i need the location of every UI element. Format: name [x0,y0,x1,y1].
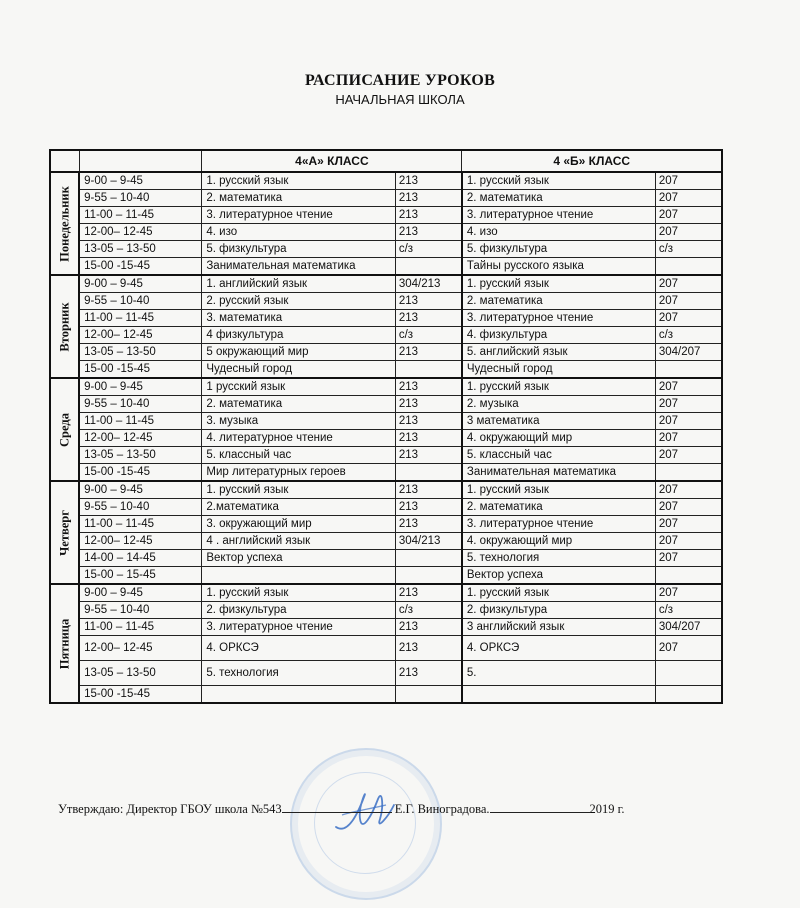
class-b-room: 207 [655,499,722,516]
table-row [50,293,722,310]
day-label: Понедельник [57,185,72,262]
day-cell [50,584,79,703]
class-b-room: 207 [655,430,722,447]
table-row [50,602,722,619]
class-a-room: 213 [395,378,462,396]
table-row [50,413,722,430]
time-cell: 13-05 – 13-50 [79,344,202,361]
time-cell: 12-00– 12-45 [79,327,202,344]
class-b-subject: 2. математика [462,293,655,310]
class-a-room: 213 [395,207,462,224]
class-a-room: 213 [395,413,462,430]
time-cell: 15-00 -15-45 [79,686,202,704]
class-a-room: 213 [395,481,462,499]
class-a-subject: 4. ОРКСЭ [202,636,395,661]
class-a-subject: Мир литературных героев [202,464,395,482]
table-row [50,464,722,482]
class-a-room [395,361,462,379]
class-b-subject: Чудесный город [462,361,655,379]
time-cell: 11-00 – 11-45 [79,619,202,636]
time-cell: 9-55 – 10-40 [79,499,202,516]
class-b-subject [462,686,655,704]
class-b-subject: 2. математика [462,499,655,516]
director-name: Е.Г. Виноградова. [394,802,490,816]
time-cell: 15-00 -15-45 [79,361,202,379]
time-cell: 12-00– 12-45 [79,636,202,661]
table-row [50,172,722,190]
class-b-room: 207 [655,584,722,602]
class-b-subject: 3 математика [462,413,655,430]
class-b-room: 207 [655,636,722,661]
class-a-room [395,567,462,585]
class-b-subject: Вектор успеха [462,567,655,585]
class-b-room: 207 [655,413,722,430]
day-label: Четверг [57,509,72,556]
table-row [50,310,722,327]
time-cell: 9-55 – 10-40 [79,293,202,310]
class-a-subject: 2. математика [202,190,395,207]
class-b-room: 207 [655,293,722,310]
class-a-subject: 1 русский язык [202,378,395,396]
time-cell: 15-00 -15-45 [79,464,202,482]
time-cell: 15-00 -15-45 [79,258,202,276]
class-a-subject: 5 окружающий мир [202,344,395,361]
table-row [50,224,722,241]
class-a-subject: 2. математика [202,396,395,413]
table-row [50,190,722,207]
class-b-room: 207 [655,190,722,207]
day-label: Пятница [57,618,72,669]
time-cell: 9-00 – 9-45 [79,584,202,602]
class-b-room: с/з [655,327,722,344]
class-b-subject: 5. английский язык [462,344,655,361]
table-row [50,619,722,636]
class-a-subject: Занимательная математика [202,258,395,276]
class-b-room [655,686,722,704]
class-a-subject: Чудесный город [202,361,395,379]
page-subtitle: НАЧАЛЬНАЯ ШКОЛА [335,92,465,107]
signature-line [282,800,392,813]
class-a-subject: 5. физкультура [202,241,395,258]
time-cell: 9-55 – 10-40 [79,602,202,619]
table-row [50,567,722,585]
table-row [50,327,722,344]
class-b-subject: 4. окружающий мир [462,430,655,447]
class-b-room: с/з [655,241,722,258]
header-time-cell [79,150,202,172]
class-a-room: с/з [395,602,462,619]
time-cell: 11-00 – 11-45 [79,516,202,533]
time-cell: 12-00– 12-45 [79,533,202,550]
year-text: 2019 г. [589,802,625,816]
class-a-room: 213 [395,293,462,310]
class-a-room: 213 [395,172,462,190]
page-title: РАСПИСАНИЕ УРОКОВ [304,72,496,89]
class-a-room: с/з [395,241,462,258]
class-a-room [395,550,462,567]
approval-footer [58,800,758,817]
header-day-cell [50,150,79,172]
table-row [50,396,722,413]
time-cell: 11-00 – 11-45 [79,310,202,327]
time-cell: 9-00 – 9-45 [79,481,202,499]
class-b-room: 207 [655,310,722,327]
class-b-room [655,661,722,686]
table-row [50,636,722,661]
table-row [50,241,722,258]
time-cell: 14-00 – 14-45 [79,550,202,567]
time-cell: 12-00– 12-45 [79,224,202,241]
class-b-subject: 4. изо [462,224,655,241]
table-row [50,584,722,602]
class-b-room: 207 [655,172,722,190]
class-a-room: с/з [395,327,462,344]
class-b-subject: Тайны русского языка [462,258,655,276]
class-a-room: 213 [395,636,462,661]
class-b-subject: 3 английский язык [462,619,655,636]
class-a-room: 213 [395,499,462,516]
time-cell: 12-00– 12-45 [79,430,202,447]
header-class-a: 4«А» КЛАСС [202,150,462,172]
class-b-subject: 4. окружающий мир [462,533,655,550]
class-a-room: 213 [395,396,462,413]
class-b-room: 207 [655,275,722,293]
class-a-subject: 4 физкультура [202,327,395,344]
class-b-subject: 5. [462,661,655,686]
table-row [50,550,722,567]
class-b-subject: 3. литературное чтение [462,207,655,224]
class-a-subject: 3. окружающий мир [202,516,395,533]
class-a-room: 213 [395,584,462,602]
class-a-room [395,686,462,704]
class-a-subject: 4. литературное чтение [202,430,395,447]
class-a-subject: 2.математика [202,499,395,516]
class-a-subject: 5. технология [202,661,395,686]
class-b-room [655,361,722,379]
class-a-subject [202,686,395,704]
class-b-room: 207 [655,481,722,499]
class-b-subject: 4. физкультура [462,327,655,344]
class-a-subject: 2. физкультура [202,602,395,619]
time-cell: 11-00 – 11-45 [79,207,202,224]
class-a-subject [202,567,395,585]
date-line [490,800,590,813]
class-a-subject: 1. русский язык [202,584,395,602]
class-a-subject: 1. русский язык [202,172,395,190]
class-a-subject: 2. русский язык [202,293,395,310]
table-row [50,361,722,379]
class-a-room: 213 [395,224,462,241]
class-b-room: 207 [655,516,722,533]
class-b-subject: 5. классный час [462,447,655,464]
time-cell: 9-00 – 9-45 [79,172,202,190]
table-row [50,258,722,276]
class-a-room: 213 [395,661,462,686]
class-b-subject: 1. русский язык [462,172,655,190]
class-a-subject: 3. музыка [202,413,395,430]
table-row [50,533,722,550]
approval-text: Утверждаю: Директор ГБОУ школа №543 [58,802,282,816]
class-b-subject: Занимательная математика [462,464,655,482]
table-row [50,207,722,224]
class-b-subject: 5. технология [462,550,655,567]
class-a-subject: 3. литературное чтение [202,619,395,636]
day-cell [50,275,79,378]
table-row [50,516,722,533]
class-b-room: 207 [655,533,722,550]
schedule-table [49,149,723,704]
class-a-room: 213 [395,190,462,207]
time-cell: 13-05 – 13-50 [79,447,202,464]
time-cell: 15-00 – 15-45 [79,567,202,585]
table-row [50,275,722,293]
class-a-subject: 1. английский язык [202,275,395,293]
class-a-subject: 3. литературное чтение [202,207,395,224]
class-b-room: 304/207 [655,344,722,361]
day-label: Вторник [57,301,72,352]
time-cell: 9-55 – 10-40 [79,190,202,207]
class-a-room: 213 [395,447,462,464]
class-a-subject: 3. математика [202,310,395,327]
class-a-room [395,464,462,482]
table-row [50,661,722,686]
class-b-subject: 5. физкультура [462,241,655,258]
class-b-room: 207 [655,207,722,224]
class-a-room [395,258,462,276]
class-a-room: 213 [395,344,462,361]
class-a-subject: 4. изо [202,224,395,241]
class-b-subject: 1. русский язык [462,275,655,293]
class-a-subject: 5. классный час [202,447,395,464]
class-b-room: 207 [655,378,722,396]
table-row [50,344,722,361]
table-row [50,481,722,499]
time-cell: 11-00 – 11-45 [79,413,202,430]
title-block [0,72,800,107]
class-a-subject: Вектор успеха [202,550,395,567]
class-b-room: 207 [655,224,722,241]
table-row [50,686,722,704]
class-a-room: 213 [395,310,462,327]
time-cell: 13-05 – 13-50 [79,661,202,686]
schedule-body [50,172,722,703]
header-class-b: 4 «Б» КЛАСС [462,150,722,172]
class-b-room [655,567,722,585]
time-cell: 9-55 – 10-40 [79,396,202,413]
time-cell: 13-05 – 13-50 [79,241,202,258]
class-b-subject: 2. математика [462,190,655,207]
time-cell: 9-00 – 9-45 [79,275,202,293]
table-row [50,430,722,447]
class-b-subject: 1. русский язык [462,481,655,499]
class-b-subject: 1. русский язык [462,584,655,602]
class-b-subject: 2. физкультура [462,602,655,619]
table-row [50,447,722,464]
day-cell [50,481,79,584]
day-cell [50,172,79,275]
table-row [50,378,722,396]
class-b-room [655,258,722,276]
class-a-room: 304/213 [395,275,462,293]
class-b-room: с/з [655,602,722,619]
class-b-room: 207 [655,396,722,413]
class-b-subject: 1. русский язык [462,378,655,396]
class-b-room: 207 [655,550,722,567]
class-a-room: 213 [395,430,462,447]
class-b-subject: 2. музыка [462,396,655,413]
day-cell [50,378,79,481]
time-cell: 9-00 – 9-45 [79,378,202,396]
class-b-room: 207 [655,447,722,464]
class-a-room: 213 [395,619,462,636]
table-row [50,499,722,516]
class-a-subject: 1. русский язык [202,481,395,499]
class-b-room: 304/207 [655,619,722,636]
day-label: Среда [57,412,72,447]
table-header-row [50,150,722,172]
class-a-room: 213 [395,516,462,533]
class-b-subject: 3. литературное чтение [462,516,655,533]
class-b-room [655,464,722,482]
class-b-subject: 4. ОРКСЭ [462,636,655,661]
class-b-subject: 3. литературное чтение [462,310,655,327]
class-a-room: 304/213 [395,533,462,550]
class-a-subject: 4 . английский язык [202,533,395,550]
